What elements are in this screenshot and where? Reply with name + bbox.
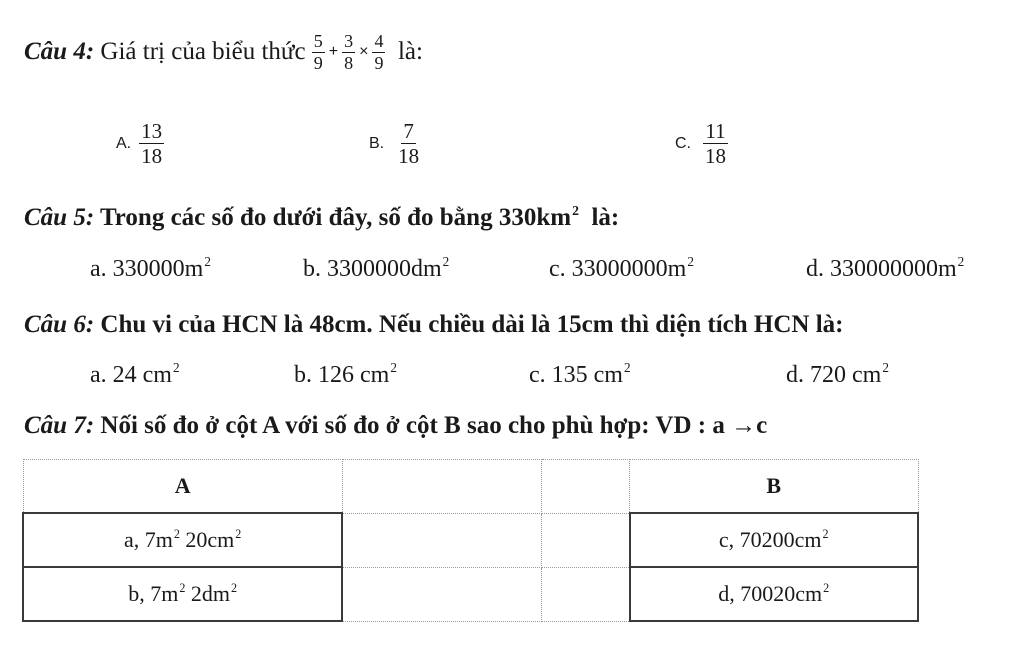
- option-text: a. 24 cm: [90, 362, 172, 388]
- option-letter: A.: [116, 134, 132, 152]
- q5-option-c[interactable]: [549, 256, 694, 283]
- plus-operator: +: [328, 43, 339, 60]
- option-text: a. 330000m: [90, 256, 204, 282]
- fraction-numerator: 13: [141, 119, 163, 143]
- superscript: 2: [823, 580, 830, 595]
- fraction-numerator: 11: [705, 119, 726, 143]
- option-letter: B.: [369, 134, 385, 152]
- fraction-denominator: 8: [344, 52, 354, 73]
- column-a-cell[interactable]: [23, 513, 342, 567]
- option-fraction: [139, 120, 164, 167]
- cell-text: 20cm: [179, 527, 235, 552]
- fraction-numerator: 3: [344, 30, 354, 51]
- question-4-text: Giá trị của biểu thức: [100, 38, 306, 65]
- superscript: 2: [822, 526, 829, 541]
- superscript: 2: [172, 360, 180, 376]
- spacer-cell: [342, 460, 541, 514]
- fraction-numerator: 5: [313, 30, 323, 51]
- column-b-cell[interactable]: [630, 513, 919, 567]
- question-5: [24, 204, 619, 232]
- question-5-text-after: là:: [591, 204, 620, 231]
- fraction-denominator: 18: [398, 144, 420, 169]
- fraction-denominator: 18: [705, 144, 726, 169]
- superscript: 2: [882, 360, 889, 376]
- option-text: d. 330000000m: [806, 256, 957, 282]
- question-7-text: Nối số đo ở cột A với số đo ở cột B sao cho phù hợp: VD : a →c: [100, 412, 768, 439]
- option-text: b. 126 cm: [294, 362, 390, 388]
- q5-option-d[interactable]: [806, 256, 964, 283]
- column-b-header: B: [630, 460, 919, 514]
- cell-text: d, 70020cm: [718, 581, 823, 606]
- times-operator: ×: [359, 43, 369, 60]
- column-b-cell[interactable]: [630, 567, 919, 621]
- spacer-cell: [342, 567, 541, 621]
- question-5-text: Trong các số đo dưới đây, số đo bằng 330km: [99, 204, 572, 231]
- table-row: [23, 513, 918, 567]
- superscript: 2: [390, 360, 397, 376]
- q6-option-b[interactable]: [294, 362, 397, 389]
- column-a-cell[interactable]: [23, 567, 342, 621]
- question-6-label: Câu 6:: [24, 311, 95, 338]
- option-text: d. 720 cm: [786, 362, 882, 388]
- q4-option-a[interactable]: [116, 120, 164, 167]
- question-7-label: Câu 7:: [24, 412, 95, 439]
- question-4: [24, 26, 423, 78]
- superscript: 2: [231, 580, 238, 595]
- superscript: 2: [179, 580, 186, 595]
- superscript: 2: [442, 254, 450, 270]
- q6-option-d[interactable]: [786, 362, 889, 389]
- q5-option-b[interactable]: [303, 256, 449, 283]
- table-header-row: [23, 460, 918, 514]
- fraction-denominator: 9: [374, 52, 384, 73]
- expr-fraction-2: [342, 32, 355, 73]
- q4-option-c[interactable]: [675, 120, 728, 167]
- cell-text: b, 7m: [128, 581, 179, 606]
- expr-fraction-3: [372, 32, 385, 73]
- question-6-text: Chu vi của HCN là 48cm. Nếu chiều dài là 15cm thì diện tích HCN là:: [100, 311, 844, 338]
- fraction-denominator: 9: [313, 52, 323, 73]
- superscript: 2: [687, 254, 694, 270]
- spacer-cell: [542, 567, 630, 621]
- q6-option-c[interactable]: [529, 362, 631, 389]
- question-4-text-after: là:: [397, 38, 423, 65]
- option-fraction: [703, 120, 728, 167]
- expr-fraction-1: [312, 32, 325, 73]
- column-a-header: A: [23, 460, 342, 514]
- option-letter: C.: [675, 134, 691, 152]
- question-6: [24, 311, 843, 339]
- fraction-numerator: 7: [403, 119, 414, 143]
- cell-text: c, 70200cm: [718, 527, 822, 552]
- question-4-label: Câu 4:: [24, 38, 95, 65]
- option-text: b. 3300000dm: [303, 256, 442, 282]
- spacer-cell: [542, 513, 630, 567]
- fraction-numerator: 4: [374, 30, 384, 51]
- option-text: c. 33000000m: [549, 256, 687, 282]
- superscript: 2: [173, 526, 180, 541]
- cell-text: a, 7m: [123, 527, 173, 552]
- superscript: 2: [957, 254, 965, 270]
- question-7: [24, 412, 767, 440]
- option-fraction: [396, 120, 421, 167]
- cell-text: 2dm: [185, 581, 231, 606]
- superscript: 2: [623, 360, 631, 376]
- q4-option-b[interactable]: [369, 120, 421, 167]
- fraction-denominator: 18: [141, 144, 163, 169]
- question-5-label: Câu 5:: [24, 204, 95, 231]
- q5-option-a[interactable]: [90, 256, 211, 283]
- superscript: 2: [235, 526, 242, 541]
- matching-table: [22, 459, 919, 622]
- spacer-cell: [342, 513, 541, 567]
- q6-option-a[interactable]: [90, 362, 180, 389]
- option-text: c. 135 cm: [529, 362, 623, 388]
- superscript: 2: [204, 254, 211, 270]
- superscript: 2: [572, 202, 579, 218]
- spacer-cell: [542, 460, 630, 514]
- table-row: [23, 567, 918, 621]
